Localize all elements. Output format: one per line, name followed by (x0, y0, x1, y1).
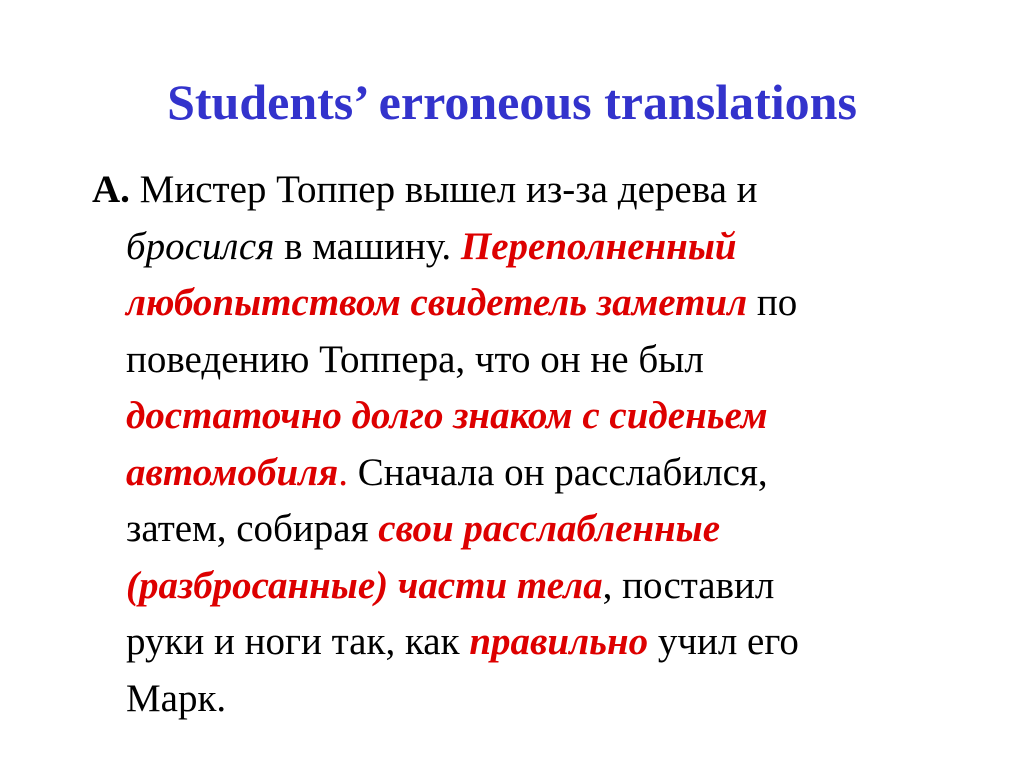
paragraph-line-4 (92, 338, 952, 395)
line-segment: по (747, 281, 798, 324)
paragraph-line-5 (92, 394, 952, 451)
paragraph-line-10 (92, 677, 952, 734)
line-segment: поведению Топпера, что он не был (126, 337, 704, 381)
translation-paragraph (92, 168, 952, 733)
line-segment: Мистер Топпер вышел из-за дерева и (129, 168, 758, 211)
paragraph-label: A. (92, 168, 130, 211)
line-segment: учил его (648, 620, 799, 663)
paragraph-line-2 (92, 225, 952, 282)
line-segment: в машину. (274, 224, 461, 268)
line-segment: руки и ноги так, как (126, 620, 470, 663)
paragraph-line-8 (92, 564, 952, 621)
line-segment: Сначала он расслабился, (347, 450, 768, 494)
error-punctuation: . (338, 450, 348, 494)
paragraph-line-7 (92, 507, 952, 564)
error-highlight: Переполненный (460, 224, 737, 268)
error-highlight: (разбросанные) части тела (126, 563, 603, 607)
error-highlight: автомобиля (126, 450, 339, 494)
slide-title: Students’ erroneous translations (167, 74, 857, 130)
line-segment: Марк. (126, 676, 227, 720)
error-highlight: правильно (469, 620, 649, 663)
line-segment: затем, собирая (126, 507, 379, 550)
paragraph-line-6 (92, 451, 952, 508)
paragraph-line-3 (92, 281, 952, 338)
error-highlight: свои расслабленные (378, 507, 721, 550)
paragraph-line-1 (92, 168, 952, 225)
line-segment: бросился (126, 224, 275, 268)
paragraph-line-9 (92, 620, 952, 677)
error-highlight: достаточно долго знаком с сиденьем (126, 394, 768, 437)
line-segment: , поставил (602, 563, 775, 607)
error-highlight: любопытством свидетель заметил (126, 281, 748, 324)
